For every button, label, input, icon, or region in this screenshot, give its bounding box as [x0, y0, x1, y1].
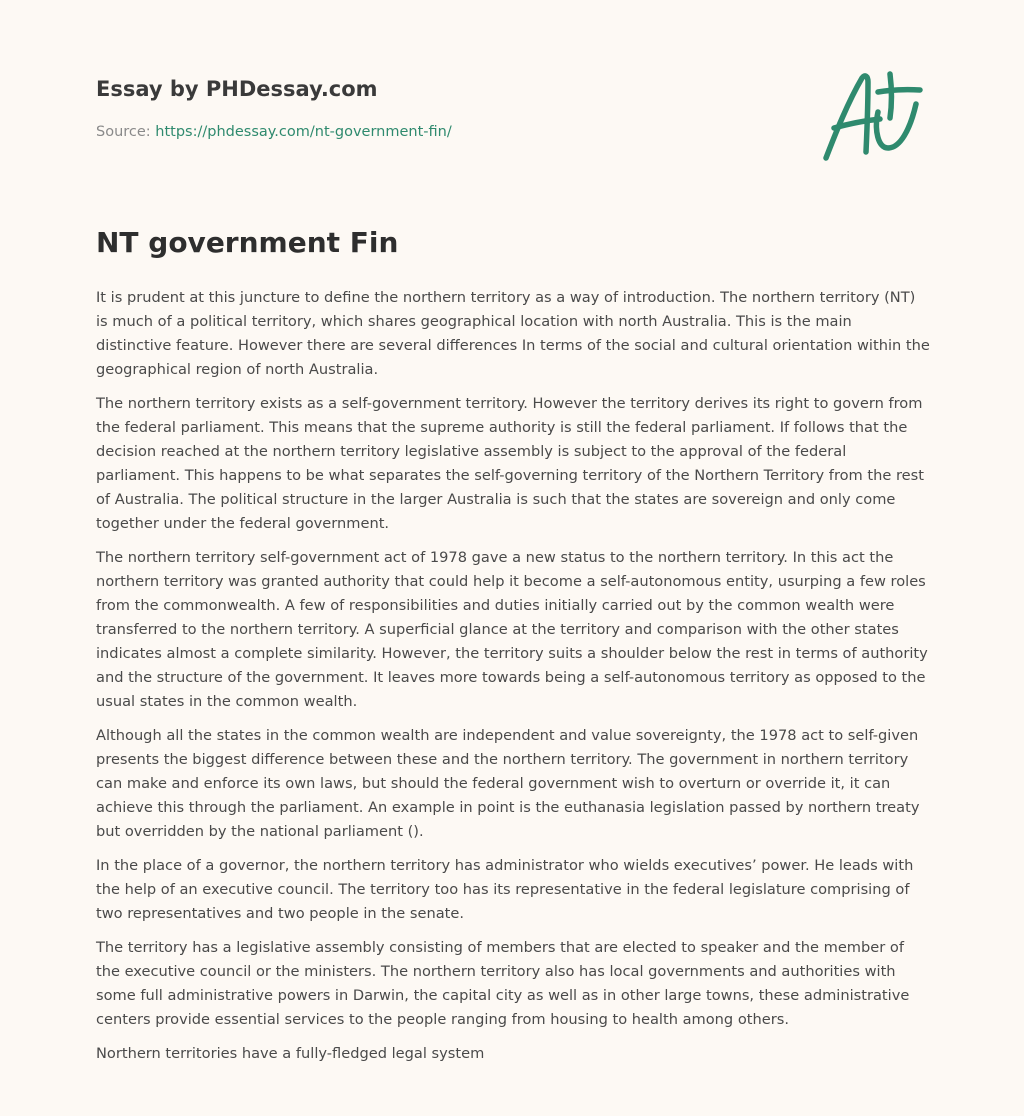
essay-title: NT government Fin: [96, 226, 399, 259]
a-plus-grade-icon: [822, 68, 926, 164]
essay-paragraph: Northern territories have a fully-fledged legal system: [96, 1045, 485, 1062]
source-label: Source:: [96, 124, 156, 140]
essay-paragraph: In the place of a governor, the northern territory has administrator who wields executives’ power. He leads with the help of an executive council. The territory too has its representative in the federal legislature comprising of two representatives and two people in the senate.: [96, 857, 914, 922]
essay-paragraph: The northern territory exists as a self-government territory. However the territory derives its right to govern from the federal parliament. This means that the supreme authority is still the federal parliament. If follows that the decision reached at the northern territory legislative assembly is subject to the approval of the federal parliament. This happens to be what separates the self-governing territory of the Northern Territory from the rest of Australia. The political structure in the larger Australia is such that the states are sovereign and only come together under the federal government.: [96, 395, 924, 532]
source-link[interactable]: https://phdessay.com/nt-government-fin/: [155, 124, 452, 140]
site-brand: Essay by PHDessay.com: [96, 77, 378, 101]
essay-paragraph: Although all the states in the common wealth are independent and value sovereignty, the 1978 act to self-given presents the biggest difference between these and the northern territory. The government in northern territory can make and enforce its own laws, but should the federal government wish to overturn or override it, it can achieve this through the parliament. An example in point is the euthanasia legislation passed by northern treaty but overridden by the national parliament ().: [96, 727, 920, 840]
essay-body: [96, 286, 931, 1076]
essay-paragraph: The territory has a legislative assembly consisting of members that are elected to speaker and the member of the executive council or the ministers. The northern territory also has local governments and authorities with some full administrative powers in Darwin, the capital city as well as in other large towns, these administrative centers provide essential services to the people ranging from housing to health among others.: [96, 939, 910, 1028]
source-line: [96, 124, 452, 140]
essay-paragraph: The northern territory self-government act of 1978 gave a new status to the northern territory. In this act the northern territory was granted authority that could help it become a self-autonomous entity, usurping a few roles from the commonwealth. A few of responsibilities and duties initially carried out by the common wealth were transferred to the northern territory. A superficial glance at the territory and comparison with the other states indicates almost a complete similarity. However, the territory suits a shoulder below the rest in terms of authority and the structure of the government. It leaves more towards being a self-autonomous territory as opposed to the usual states in the common wealth.: [96, 549, 928, 710]
essay-paragraph: It is prudent at this juncture to define the northern territory as a way of introduction. The northern territory (NT) is much of a political territory, which shares geographical location with north Australia. This is the main distinctive feature. However there are several differences In terms of the social and cultural orientation within the geographical region of north Australia.: [96, 289, 930, 378]
